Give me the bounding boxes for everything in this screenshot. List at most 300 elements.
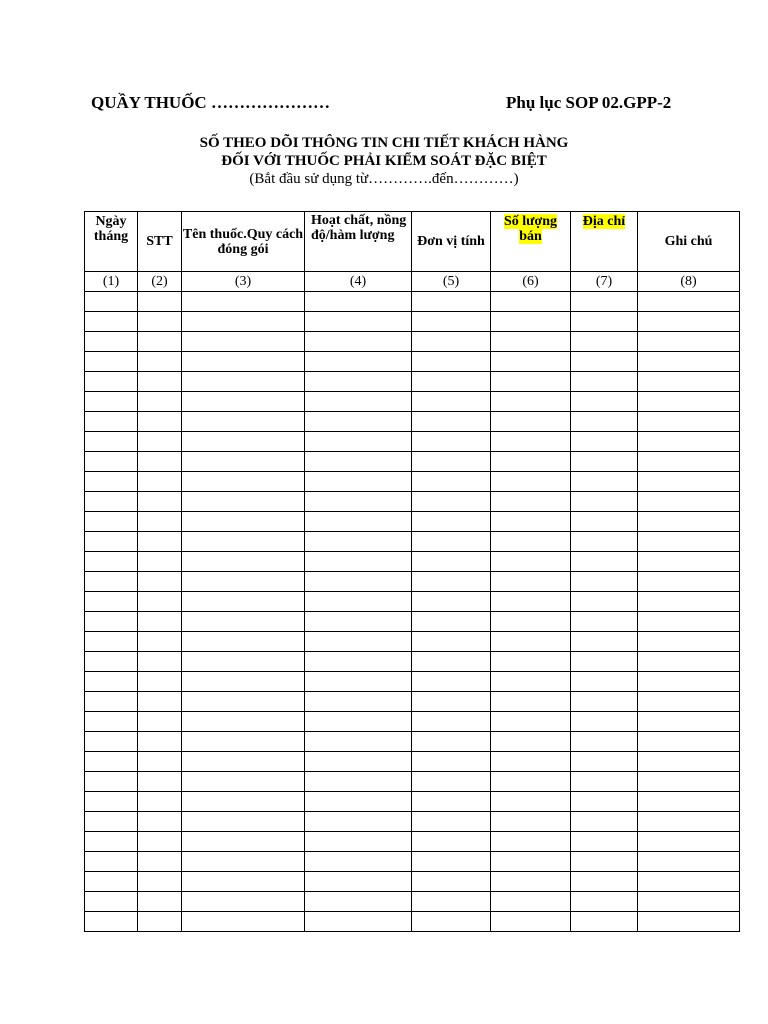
- table-cell: [85, 392, 138, 412]
- table-cell: [182, 432, 305, 452]
- table-cell: [138, 872, 182, 892]
- table-cell: [182, 632, 305, 652]
- table-cell: [85, 572, 138, 592]
- table-cell: [138, 492, 182, 512]
- column-number-row: [85, 272, 740, 292]
- table-cell: [305, 692, 412, 712]
- col-number-6: (6): [491, 272, 571, 292]
- table-cell: [85, 552, 138, 572]
- table-cell: [638, 732, 740, 752]
- table-cell: [85, 732, 138, 752]
- table-cell: [412, 352, 491, 372]
- table-cell: [638, 412, 740, 432]
- table-cell: [412, 892, 491, 912]
- table-cell: [412, 792, 491, 812]
- table-cell: [85, 692, 138, 712]
- highlighted-address-label: Địa chỉ: [582, 214, 626, 229]
- usage-period: (Bắt đầu sử dụng từ………….đến…………): [249, 171, 519, 187]
- col-number-2: (2): [138, 272, 182, 292]
- table-cell: [571, 692, 638, 712]
- table-row: [85, 692, 740, 712]
- table-cell: [182, 892, 305, 912]
- table-cell: [138, 592, 182, 612]
- counter-name: QUẦY THUỐC …………………: [91, 93, 330, 112]
- table-cell: [412, 532, 491, 552]
- table-cell: [182, 492, 305, 512]
- header-row: [85, 212, 740, 272]
- table-cell: [491, 332, 571, 352]
- table-cell: [182, 572, 305, 592]
- table-cell: [305, 652, 412, 672]
- table-cell: [491, 312, 571, 332]
- table-cell: [491, 612, 571, 632]
- table-cell: [138, 752, 182, 772]
- table-cell: [182, 752, 305, 772]
- table-cell: [412, 752, 491, 772]
- table-cell: [305, 592, 412, 612]
- table-cell: [138, 312, 182, 332]
- table-cell: [571, 912, 638, 932]
- table-cell: [305, 632, 412, 652]
- table-cell: [182, 392, 305, 412]
- table-cell: [305, 552, 412, 572]
- table-cell: [638, 552, 740, 572]
- table-row: [85, 812, 740, 832]
- table-cell: [638, 792, 740, 812]
- table-cell: [305, 612, 412, 632]
- table-cell: [638, 612, 740, 632]
- title-block: [0, 134, 768, 188]
- table-cell: [638, 312, 740, 332]
- table-cell: [412, 472, 491, 492]
- table-cell: [305, 912, 412, 932]
- table-cell: [412, 592, 491, 612]
- table-cell: [638, 692, 740, 712]
- table-cell: [638, 872, 740, 892]
- table-cell: [571, 392, 638, 412]
- table-cell: [491, 812, 571, 832]
- table-cell: [412, 632, 491, 652]
- table-cell: [412, 772, 491, 792]
- table-cell: [638, 812, 740, 832]
- table-cell: [638, 372, 740, 392]
- table-cell: [638, 512, 740, 532]
- table-cell: [85, 632, 138, 652]
- table-cell: [638, 332, 740, 352]
- table-cell: [182, 612, 305, 632]
- table-row: [85, 412, 740, 432]
- table-cell: [571, 772, 638, 792]
- table-cell: [571, 332, 638, 352]
- table-cell: [85, 832, 138, 852]
- table-cell: [85, 892, 138, 912]
- table-cell: [85, 612, 138, 632]
- table-row: [85, 732, 740, 752]
- table-cell: [491, 472, 571, 492]
- table-cell: [571, 652, 638, 672]
- table-cell: [305, 432, 412, 452]
- table-cell: [182, 292, 305, 312]
- table-cell: [85, 772, 138, 792]
- table-cell: [305, 412, 412, 432]
- table-row: [85, 712, 740, 732]
- table-row: [85, 832, 740, 852]
- table-cell: [571, 592, 638, 612]
- table-cell: [491, 672, 571, 692]
- table-cell: [412, 572, 491, 592]
- table-cell: [412, 412, 491, 432]
- table-row: [85, 752, 740, 772]
- table-cell: [138, 672, 182, 692]
- table-cell: [85, 912, 138, 932]
- table-cell: [305, 312, 412, 332]
- table-cell: [85, 872, 138, 892]
- table-cell: [305, 392, 412, 412]
- table-cell: [571, 352, 638, 372]
- table-cell: [638, 772, 740, 792]
- table-cell: [638, 652, 740, 672]
- table-cell: [412, 392, 491, 412]
- appendix-code: Phụ lục SOP 02.GPP-2: [506, 93, 672, 112]
- table-cell: [138, 512, 182, 532]
- table-cell: [138, 792, 182, 812]
- table-cell: [412, 312, 491, 332]
- table-cell: [412, 732, 491, 752]
- table-cell: [138, 352, 182, 372]
- table-cell: [138, 832, 182, 852]
- table-cell: [305, 712, 412, 732]
- table-cell: [182, 672, 305, 692]
- table-cell: [305, 752, 412, 772]
- table-cell: [305, 832, 412, 852]
- table-row: [85, 872, 740, 892]
- table-cell: [138, 852, 182, 872]
- table-cell: [491, 792, 571, 812]
- table-cell: [182, 872, 305, 892]
- table-row: [85, 632, 740, 652]
- col-number-8: (8): [638, 272, 740, 292]
- table-cell: [138, 652, 182, 672]
- table-cell: [412, 672, 491, 692]
- table-cell: [138, 712, 182, 732]
- table-cell: [638, 852, 740, 872]
- table-cell: [638, 432, 740, 452]
- table-cell: [305, 812, 412, 832]
- table-cell: [491, 492, 571, 512]
- table-cell: [638, 492, 740, 512]
- col-number-1: (1): [85, 272, 138, 292]
- table-cell: [491, 712, 571, 732]
- table-row: [85, 472, 740, 492]
- table-cell: [491, 872, 571, 892]
- table-cell: [305, 572, 412, 592]
- table-cell: [85, 752, 138, 772]
- table-cell: [182, 912, 305, 932]
- table-cell: [138, 432, 182, 452]
- table-row: [85, 892, 740, 912]
- table-row: [85, 852, 740, 872]
- table-cell: [491, 912, 571, 932]
- table-cell: [85, 672, 138, 692]
- table-cell: [491, 752, 571, 772]
- table-cell: [571, 512, 638, 532]
- table-cell: [571, 792, 638, 812]
- table-row: [85, 552, 740, 572]
- table-cell: [412, 812, 491, 832]
- table-row: [85, 652, 740, 672]
- table-cell: [571, 472, 638, 492]
- table-cell: [305, 892, 412, 912]
- table-cell: [491, 452, 571, 472]
- table-row: [85, 612, 740, 632]
- table-row: [85, 912, 740, 932]
- table-cell: [412, 372, 491, 392]
- table-cell: [491, 652, 571, 672]
- table-cell: [182, 532, 305, 552]
- table-cell: [138, 372, 182, 392]
- table-cell: [305, 372, 412, 392]
- table-cell: [412, 832, 491, 852]
- table-cell: [638, 352, 740, 372]
- table-cell: [305, 472, 412, 492]
- col-header-note: Ghi chú: [638, 212, 740, 272]
- table-cell: [571, 552, 638, 572]
- col-number-7: (7): [571, 272, 638, 292]
- table-cell: [182, 472, 305, 492]
- table-cell: [85, 532, 138, 552]
- table-cell: [305, 452, 412, 472]
- table-cell: [638, 912, 740, 932]
- customer-log-table: [84, 211, 740, 932]
- table-cell: [182, 812, 305, 832]
- table-cell: [85, 352, 138, 372]
- table-cell: [491, 852, 571, 872]
- table-row: [85, 372, 740, 392]
- table-cell: [305, 492, 412, 512]
- table-cell: [138, 692, 182, 712]
- table-cell: [638, 832, 740, 852]
- table-cell: [638, 392, 740, 412]
- table-cell: [182, 832, 305, 852]
- col-header-active-ingredient: Hoạt chất, nồng độ/hàm lượng: [305, 212, 412, 272]
- table-cell: [138, 552, 182, 572]
- table-cell: [491, 292, 571, 312]
- table-cell: [412, 652, 491, 672]
- table-cell: [85, 332, 138, 352]
- table-row: [85, 332, 740, 352]
- table-cell: [571, 452, 638, 472]
- table-row: [85, 452, 740, 472]
- table-cell: [182, 412, 305, 432]
- table-cell: [491, 372, 571, 392]
- table-cell: [412, 332, 491, 352]
- table-cell: [638, 532, 740, 552]
- table-cell: [412, 712, 491, 732]
- table-cell: [305, 512, 412, 532]
- table-cell: [138, 812, 182, 832]
- table-cell: [638, 452, 740, 472]
- table-cell: [491, 732, 571, 752]
- col-number-5: (5): [412, 272, 491, 292]
- table-cell: [182, 452, 305, 472]
- table-cell: [638, 752, 740, 772]
- table-cell: [85, 292, 138, 312]
- table-cell: [571, 872, 638, 892]
- table-cell: [182, 592, 305, 612]
- col-header-address: [571, 212, 638, 272]
- table-cell: [491, 432, 571, 452]
- table-row: [85, 492, 740, 512]
- highlighted-quantity-label: Số lượng bán: [503, 214, 558, 244]
- col-header-date: Ngày tháng: [85, 212, 138, 272]
- table-cell: [571, 672, 638, 692]
- table-row: [85, 312, 740, 332]
- table-cell: [638, 632, 740, 652]
- table-cell: [85, 492, 138, 512]
- table-cell: [85, 412, 138, 432]
- table-cell: [138, 332, 182, 352]
- table-cell: [305, 792, 412, 812]
- table-cell: [412, 512, 491, 532]
- table-cell: [182, 332, 305, 352]
- table-cell: [305, 872, 412, 892]
- table-row: [85, 672, 740, 692]
- table-cell: [491, 352, 571, 372]
- table-cell: [571, 892, 638, 912]
- table-cell: [412, 872, 491, 892]
- table-cell: [85, 452, 138, 472]
- table-cell: [571, 432, 638, 452]
- table-cell: [491, 772, 571, 792]
- table-cell: [571, 612, 638, 632]
- table-cell: [638, 672, 740, 692]
- table-cell: [305, 772, 412, 792]
- table-cell: [85, 312, 138, 332]
- table-row: [85, 532, 740, 552]
- table-body: [85, 292, 740, 932]
- table-row: [85, 292, 740, 312]
- table-cell: [305, 292, 412, 312]
- table-cell: [571, 572, 638, 592]
- table-cell: [138, 452, 182, 472]
- table-cell: [571, 732, 638, 752]
- table-cell: [638, 572, 740, 592]
- col-number-3: (3): [182, 272, 305, 292]
- table-cell: [85, 592, 138, 612]
- table-cell: [85, 652, 138, 672]
- table-cell: [182, 552, 305, 572]
- table-cell: [138, 292, 182, 312]
- table-cell: [491, 592, 571, 612]
- table-cell: [182, 512, 305, 532]
- table-cell: [85, 852, 138, 872]
- table-cell: [571, 632, 638, 652]
- table-row: [85, 592, 740, 612]
- table-cell: [638, 712, 740, 732]
- col-header-stt: STT: [138, 212, 182, 272]
- table-cell: [138, 472, 182, 492]
- table-cell: [182, 372, 305, 392]
- table-cell: [182, 772, 305, 792]
- table-cell: [305, 332, 412, 352]
- table-cell: [571, 812, 638, 832]
- table-cell: [412, 692, 491, 712]
- table-cell: [571, 532, 638, 552]
- table-cell: [412, 492, 491, 512]
- table-cell: [491, 552, 571, 572]
- table-cell: [305, 532, 412, 552]
- table-row: [85, 352, 740, 372]
- table-cell: [85, 512, 138, 532]
- table-cell: [412, 432, 491, 452]
- table-cell: [182, 312, 305, 332]
- table-cell: [305, 672, 412, 692]
- col-header-quantity-sold: [491, 212, 571, 272]
- col-number-4: (4): [305, 272, 412, 292]
- table-cell: [491, 632, 571, 652]
- table-cell: [571, 312, 638, 332]
- table-cell: [571, 492, 638, 512]
- table-cell: [638, 592, 740, 612]
- table-cell: [138, 892, 182, 912]
- table-cell: [85, 712, 138, 732]
- col-header-drug-name: Tên thuốc.Quy cách đóng gói: [182, 212, 305, 272]
- table-cell: [491, 832, 571, 852]
- table-cell: [491, 532, 571, 552]
- table-cell: [85, 372, 138, 392]
- table-cell: [491, 692, 571, 712]
- table-cell: [305, 732, 412, 752]
- table-cell: [412, 452, 491, 472]
- table-cell: [182, 732, 305, 752]
- table-row: [85, 392, 740, 412]
- table-cell: [138, 772, 182, 792]
- table-cell: [85, 472, 138, 492]
- table-cell: [638, 292, 740, 312]
- table-cell: [182, 652, 305, 672]
- table-cell: [182, 692, 305, 712]
- table-cell: [138, 732, 182, 752]
- table-cell: [85, 812, 138, 832]
- table-cell: [182, 852, 305, 872]
- table-cell: [638, 892, 740, 912]
- table-cell: [138, 612, 182, 632]
- table-cell: [138, 572, 182, 592]
- table-cell: [412, 292, 491, 312]
- table-cell: [182, 712, 305, 732]
- table-cell: [412, 552, 491, 572]
- table-cell: [571, 712, 638, 732]
- table-cell: [138, 392, 182, 412]
- table-row: [85, 792, 740, 812]
- table-cell: [85, 792, 138, 812]
- table-cell: [138, 412, 182, 432]
- table-cell: [138, 532, 182, 552]
- table-row: [85, 772, 740, 792]
- table-cell: [571, 852, 638, 872]
- table-cell: [305, 852, 412, 872]
- table-cell: [638, 472, 740, 492]
- table-cell: [138, 632, 182, 652]
- table-cell: [491, 892, 571, 912]
- table-cell: [182, 352, 305, 372]
- table-cell: [412, 852, 491, 872]
- table-cell: [412, 912, 491, 932]
- table-cell: [491, 392, 571, 412]
- table-cell: [491, 512, 571, 532]
- table-cell: [491, 412, 571, 432]
- table-cell: [182, 792, 305, 812]
